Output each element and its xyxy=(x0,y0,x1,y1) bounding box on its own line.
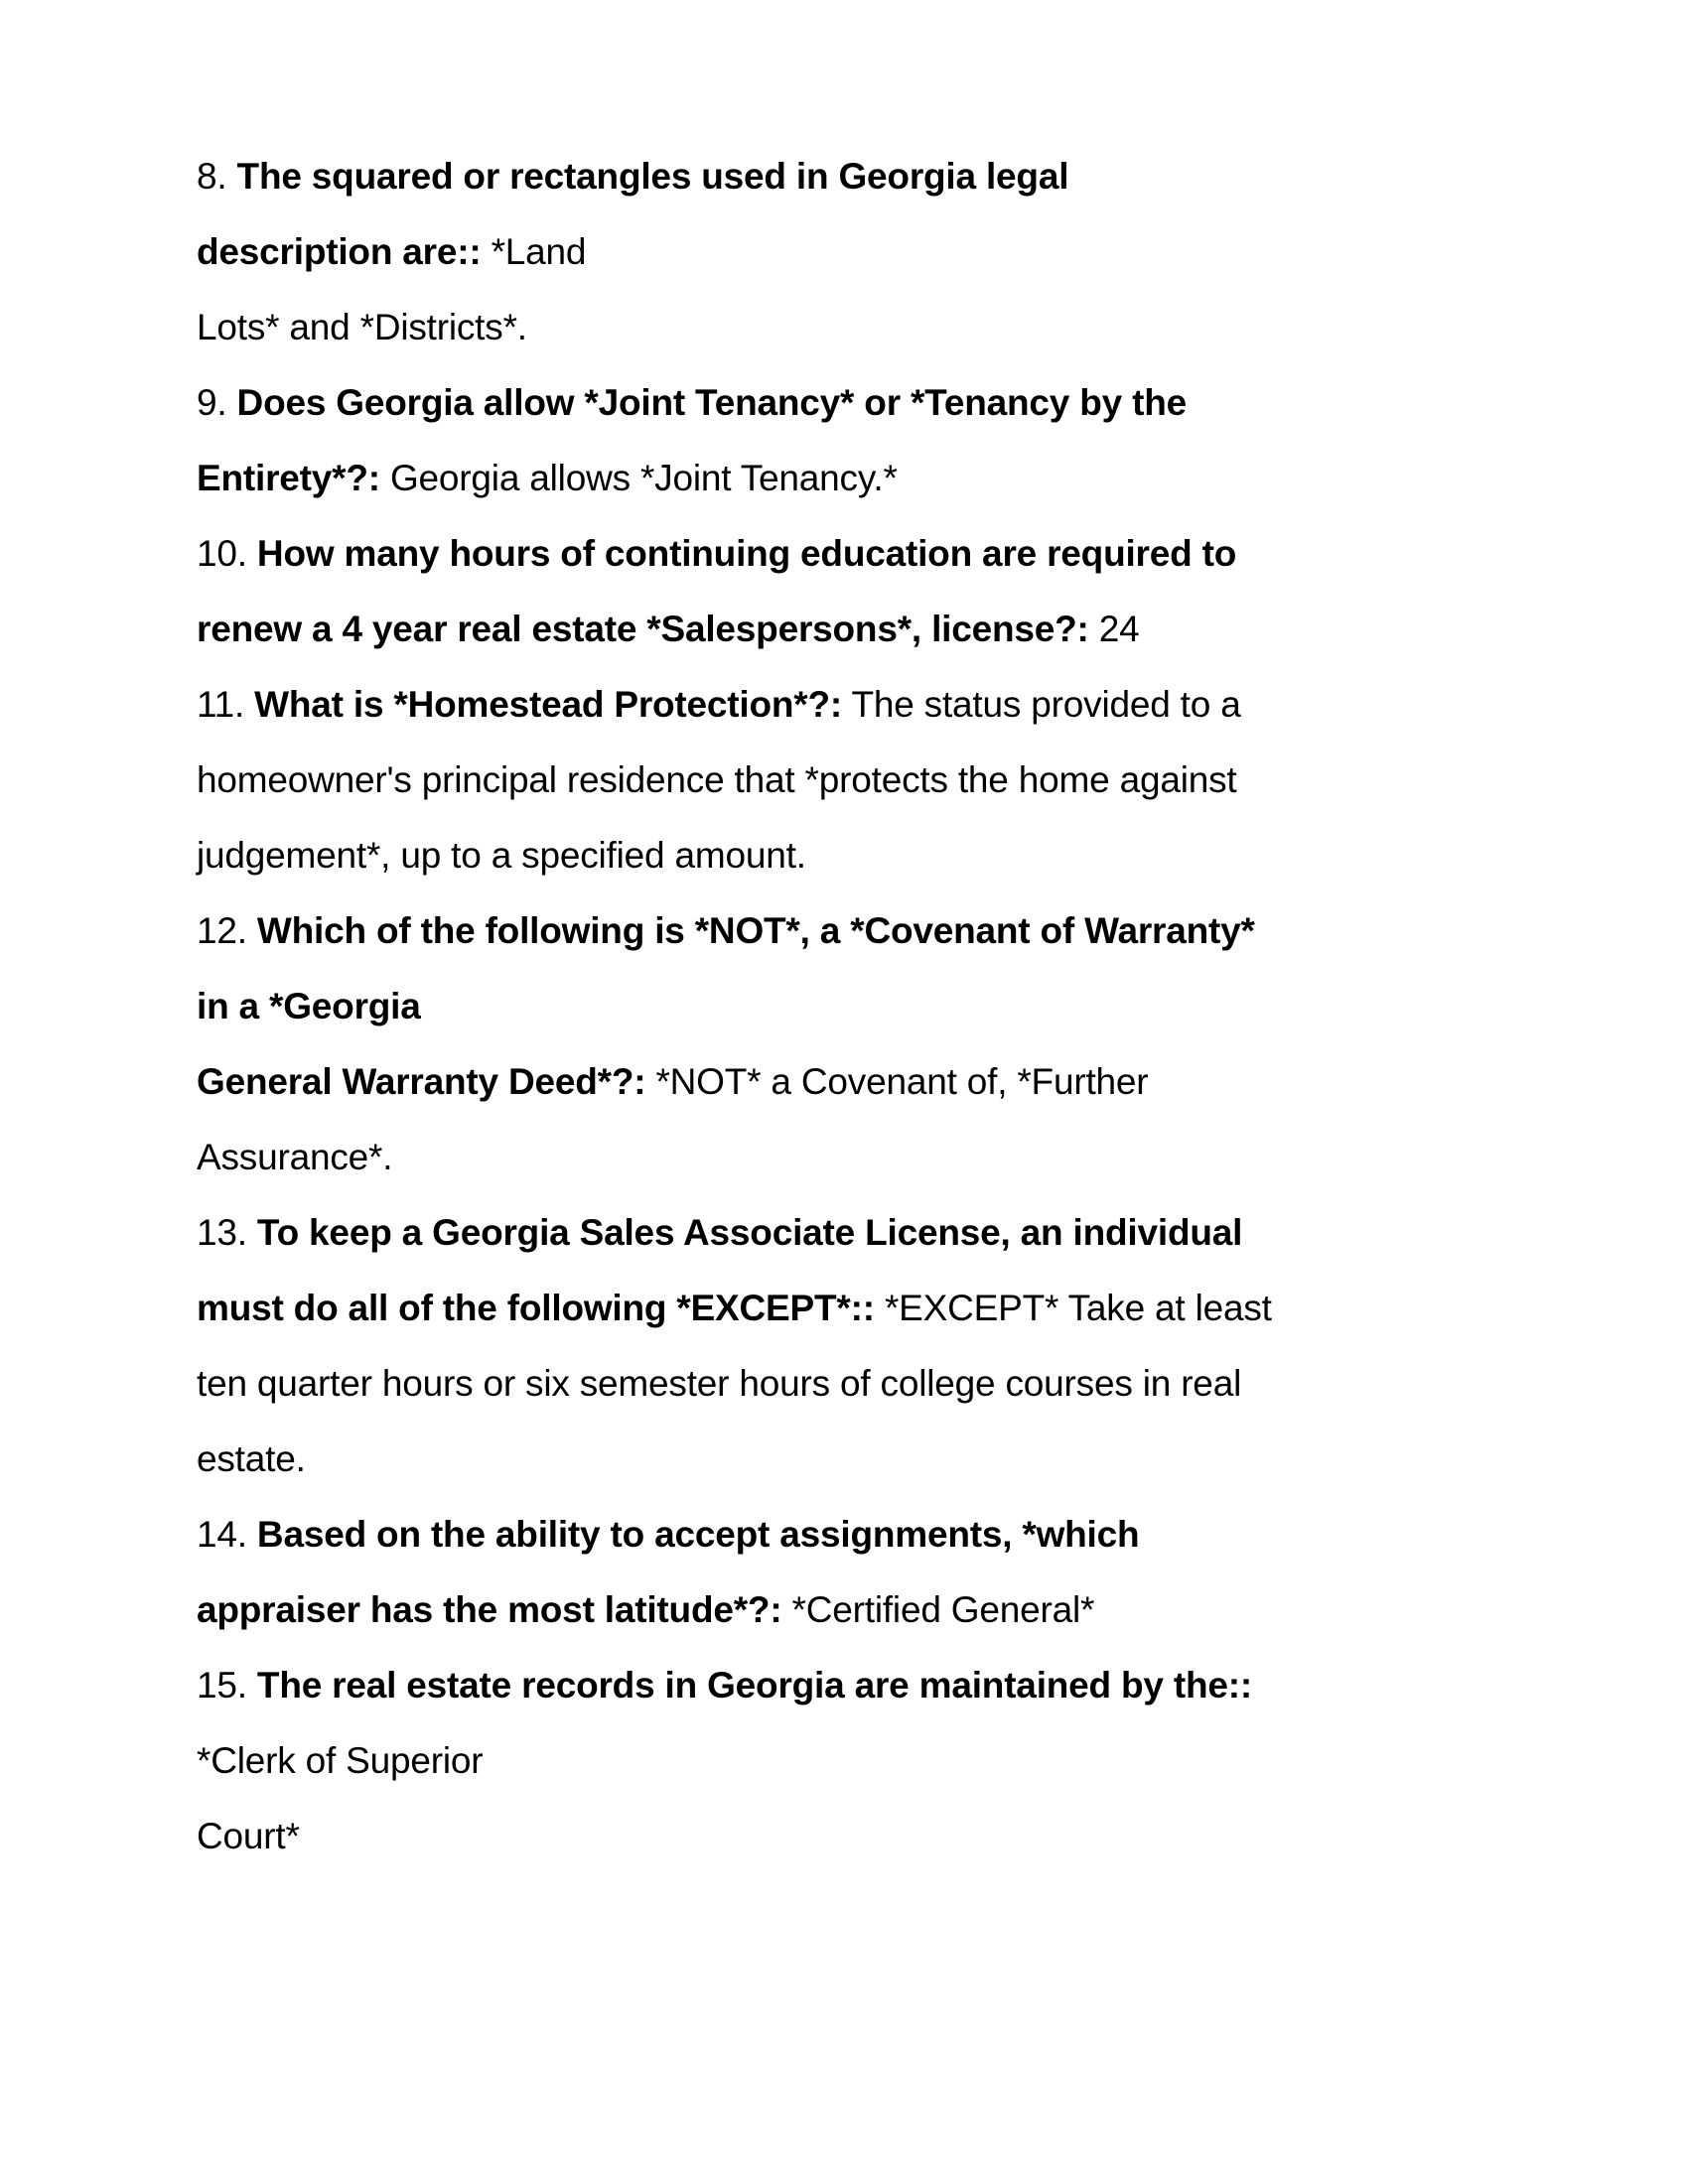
qa-line xyxy=(197,1648,1517,1723)
answer-text: 10. xyxy=(197,533,257,574)
qa-line xyxy=(197,365,1517,441)
qa-line xyxy=(197,893,1517,969)
qa-line xyxy=(197,1195,1517,1271)
question-text: renew a 4 year real estate *Salespersons*, license?: xyxy=(197,609,1089,649)
answer-text: *EXCEPT* Take at least xyxy=(874,1288,1272,1328)
qa-item xyxy=(197,1195,1517,1497)
answer-text: *Certified General* xyxy=(781,1589,1095,1630)
answer-text: 8. xyxy=(197,156,237,197)
question-text: The real estate records in Georgia are maintained by the:: xyxy=(256,1665,1253,1706)
qa-item xyxy=(197,516,1517,667)
answer-text: *NOT* a Covenant of, *Further xyxy=(645,1061,1149,1102)
answer-text: Assurance*. xyxy=(197,1137,393,1177)
document-body xyxy=(197,139,1517,1874)
qa-line xyxy=(197,290,1517,365)
question-text: Does Georgia allow *Joint Tenancy* or *Tenancy by the xyxy=(236,382,1187,423)
question-text: description are:: xyxy=(197,231,482,272)
qa-line xyxy=(197,743,1517,818)
answer-text: estate. xyxy=(197,1438,306,1479)
question-text: Entirety*?: xyxy=(197,458,380,498)
question-text: To keep a Georgia Sales Associate License, an individual xyxy=(256,1212,1243,1253)
question-text: must do all of the following *EXCEPT*:: xyxy=(197,1288,875,1328)
qa-line xyxy=(197,1422,1517,1497)
qa-item xyxy=(197,667,1517,893)
qa-line xyxy=(197,1271,1517,1346)
answer-text: *Land xyxy=(481,231,587,272)
answer-text: 15. xyxy=(197,1665,257,1706)
answer-text: homeowner's principal residence that *protects the home against xyxy=(197,759,1237,800)
qa-line xyxy=(197,1346,1517,1422)
question-text: Which of the following is *NOT*, a *Covenant of Warranty* xyxy=(256,910,1255,951)
answer-text: ten quarter hours or six semester hours of college courses in real xyxy=(197,1363,1242,1404)
qa-line xyxy=(197,516,1517,592)
qa-line xyxy=(197,1723,1517,1799)
qa-line xyxy=(197,1799,1517,1874)
question-text: What is *Homestead Protection*?: xyxy=(254,684,843,725)
answer-text: 11. xyxy=(197,684,255,725)
qa-line xyxy=(197,441,1517,516)
qa-line xyxy=(197,1497,1517,1572)
question-text: appraiser has the most latitude*?: xyxy=(197,1589,782,1630)
qa-line xyxy=(197,592,1517,667)
qa-item xyxy=(197,1497,1517,1648)
qa-line xyxy=(197,667,1517,743)
answer-text: Georgia allows *Joint Tenancy.* xyxy=(379,458,898,498)
answer-text: Court* xyxy=(197,1816,300,1856)
qa-item xyxy=(197,365,1517,516)
qa-item xyxy=(197,1648,1517,1874)
qa-line xyxy=(197,214,1517,290)
qa-line xyxy=(197,1120,1517,1195)
answer-text: 14. xyxy=(197,1514,257,1555)
question-text: in a *Georgia xyxy=(197,986,421,1026)
answer-text: 9. xyxy=(197,382,237,423)
question-text: The squared or rectangles used in Georgia legal xyxy=(236,156,1069,197)
qa-line xyxy=(197,1572,1517,1648)
question-text: General Warranty Deed*?: xyxy=(197,1061,646,1102)
answer-text: 12. xyxy=(197,910,257,951)
answer-text: *Clerk of Superior xyxy=(197,1740,484,1781)
qa-line xyxy=(197,1044,1517,1120)
answer-text: judgement*, up to a specified amount. xyxy=(197,835,806,876)
question-text: How many hours of continuing education are required to xyxy=(256,533,1237,574)
answer-text: 13. xyxy=(197,1212,257,1253)
qa-line xyxy=(197,969,1517,1044)
answer-text: The status provided to a xyxy=(842,684,1241,725)
qa-line xyxy=(197,818,1517,893)
qa-item xyxy=(197,139,1517,365)
qa-line xyxy=(197,139,1517,214)
question-text: Based on the ability to accept assignments, *which xyxy=(256,1514,1140,1555)
qa-list xyxy=(197,139,1517,1874)
answer-text: Lots* and *Districts*. xyxy=(197,307,527,347)
qa-item xyxy=(197,893,1517,1195)
answer-text: 24 xyxy=(1088,609,1140,649)
